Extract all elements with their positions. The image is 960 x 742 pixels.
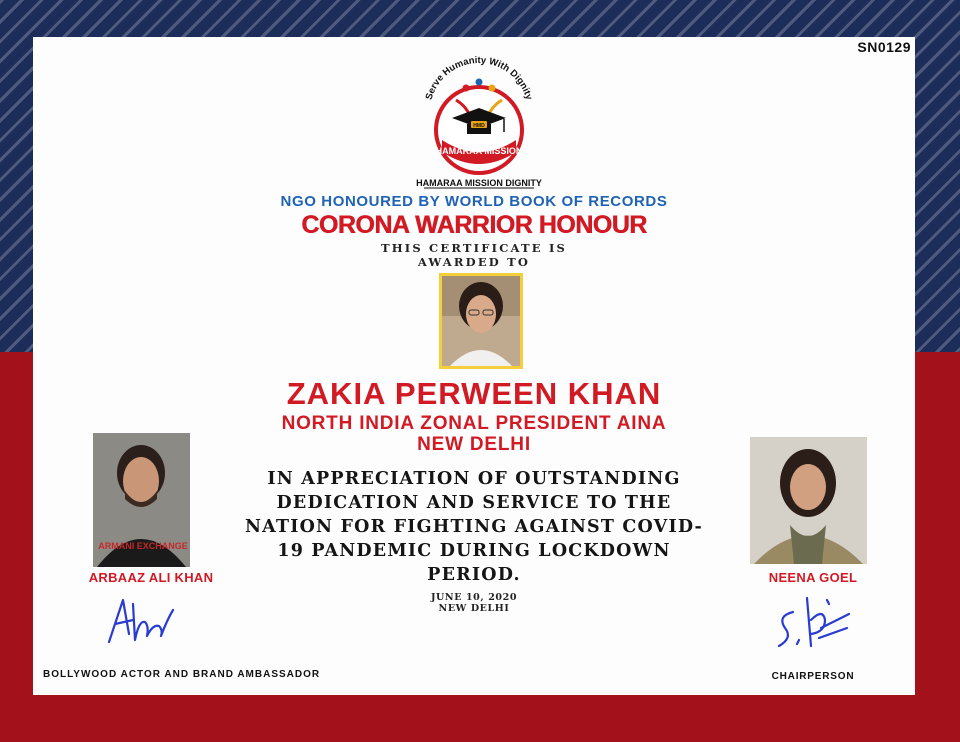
svg-text:HAMARAA MISSION DIGNITY: HAMARAA MISSION DIGNITY xyxy=(416,178,542,188)
right-signatory-role: CHAIRPERSON xyxy=(771,671,855,682)
left-signatory-name: ARBAAZ ALI KHAN xyxy=(88,570,214,585)
awarded-line-1: THIS CERTIFICATE IS xyxy=(380,241,568,255)
signature-icon xyxy=(99,590,179,650)
certificate-title: CORONA WARRIOR HONOUR xyxy=(301,211,647,239)
ngo-honoured-line: NGO HONOURED BY WORLD BOOK OF RECORDS xyxy=(280,193,668,210)
appreciation-text: IN APPRECIATION OF OUTSTANDING DEDICATION AND SERVICE TO THE NATION FOR FIGHTING AGAINST COVID-19 PANDEMIC DURING LOCKDOWN PERIOD. xyxy=(244,469,704,585)
recipient-photo xyxy=(439,273,523,369)
issue-date: JUNE 10, 2020 xyxy=(430,592,518,603)
hmd-logo-icon xyxy=(416,48,542,191)
svg-text:HMD: HMD xyxy=(473,123,485,129)
recipient-city: NEW DELHI xyxy=(417,434,531,455)
recipient-title: NORTH INDIA ZONAL PRESIDENT AINA xyxy=(281,413,667,434)
serial-number: SN0129 xyxy=(857,39,911,55)
svg-text:Serve Humanity With Dignity: Serve Humanity With Dignity xyxy=(423,55,535,102)
left-signatory-photo xyxy=(93,433,190,567)
right-signatory-name: NEENA GOEL xyxy=(768,570,858,585)
svg-text:HAMARAA MISSION: HAMARAA MISSION xyxy=(435,146,523,156)
recipient-name: ZAKIA PERWEEN KHAN xyxy=(286,376,662,411)
signature-icon xyxy=(763,590,853,654)
certificate-card xyxy=(33,37,915,695)
issue-place: NEW DELHI xyxy=(438,603,510,614)
awarded-to-text xyxy=(33,241,915,269)
left-signatory-role: BOLLYWOOD ACTOR AND BRAND AMBASSADOR xyxy=(43,669,321,680)
awarded-line-2: AWARDED TO xyxy=(417,255,531,269)
svg-text:ARMANI EXCHANGE: ARMANI EXCHANGE xyxy=(98,541,188,551)
right-signatory-photo xyxy=(750,437,867,564)
